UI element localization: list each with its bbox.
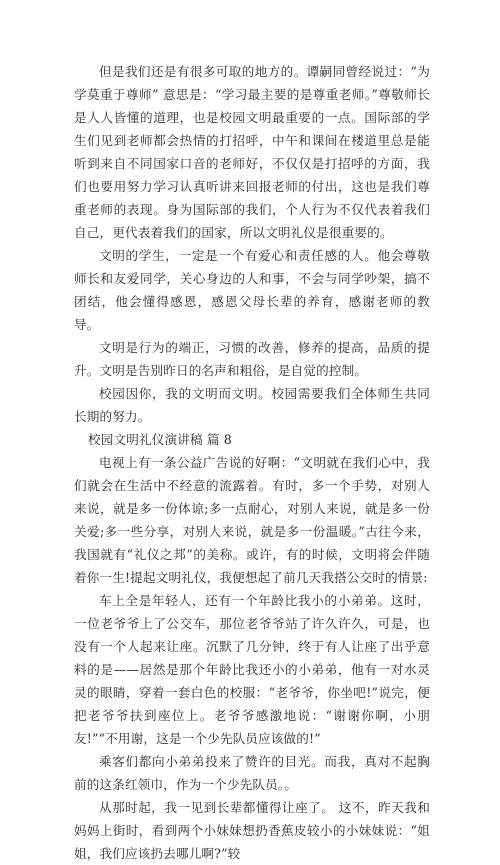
paragraph: 文明的学生，一定是一个有爱心和责任感的人。他会尊敬师长和友爱同学，关心身边的人和事，不会与同学吵架，搞不团结，他会懂得感恩，感恩父母长辈的养育，感谢老师的教导。 xyxy=(74,248,430,332)
paragraph: 文明是行为的端正，习惯的改善，修养的提高，品质的提升。文明是告别昨日的名声和粗俗，是自觉的控制。 xyxy=(74,340,430,378)
paragraph: 校园因你，我的文明而文明。校园需要我们全体师生共同长期的努力。 xyxy=(74,386,430,424)
paragraph: 车上全是年轻人，还有一个年龄比我小的小弟弟。这时，一位老爷爷上了公交车，那位老爷爷站了许久许久，可是，也没有一个人起来让座。沉默了几分钟，终于有人让座了出乎意料的是——居然是那个年龄比我还小的小弟弟，他有一对水灵灵的眼睛，穿着一套白色的校服：“老爷爷，你坐吧!”说完，便把老爷爷扶到座位上。老爷爷感激地说：“谢谢你啊，小朋友!”“不用谢，这是一个少先队员应该做的!” xyxy=(74,593,430,746)
paragraph: 但是我们还是有很多可取的地方的。谭嗣同曾经说过：“为学莫重于尊师” 意思是：“学习最主要的是尊重老师。”尊敬师长是人人皆懂的道理，也是校园文明最重要的一点。国际部的学生们见到老师都会热情的打招呼，中午和课间在楼道里总是能听到来自不同国家口音的老师好，不仅仅是打招呼的方面，我们也要用努力学习认真听讲来回报老师的付出，这也是我们尊重老师的表现。身为国际部的我们，个人行为不仅代表着我们自己，更代表着我们的国家，所以文明礼仪是很重要的。 xyxy=(74,64,430,240)
document-body xyxy=(74,60,430,865)
paragraph: 电视上有一条公益广告说的好啊：“文明就在我们心中，我们就会在生活中不经意的流露着。有时，多一个手势，对别人来说，就是多一份体谅;多一点耐心，对别人来说，就是多一份关爱;多一些分享，对别人来说，就是多一份温暖。”古往今来，我国就有“礼仪之邦”的美称。或许，有的时候，文明将会伴随着你一生!提起文明礼仪，我便想起了前几天我搭公交时的情景: xyxy=(74,455,430,585)
paragraph: 乘客们都向小弟弟投来了赞许的目光。而我，真对不起胸前的这条红领巾，作为一个少先队员。。 xyxy=(74,754,430,792)
paragraph: 从那时起，我一见到长辈都懂得让座了。 这不，昨天我和妈妈上街时，看到两个小妹妹想扔香蕉皮较小的小妹妹说：“姐姐，我们应该扔去哪儿啊?”较 xyxy=(74,800,430,861)
section-heading: 校园文明礼仪演讲稿 篇 8 xyxy=(88,432,232,447)
